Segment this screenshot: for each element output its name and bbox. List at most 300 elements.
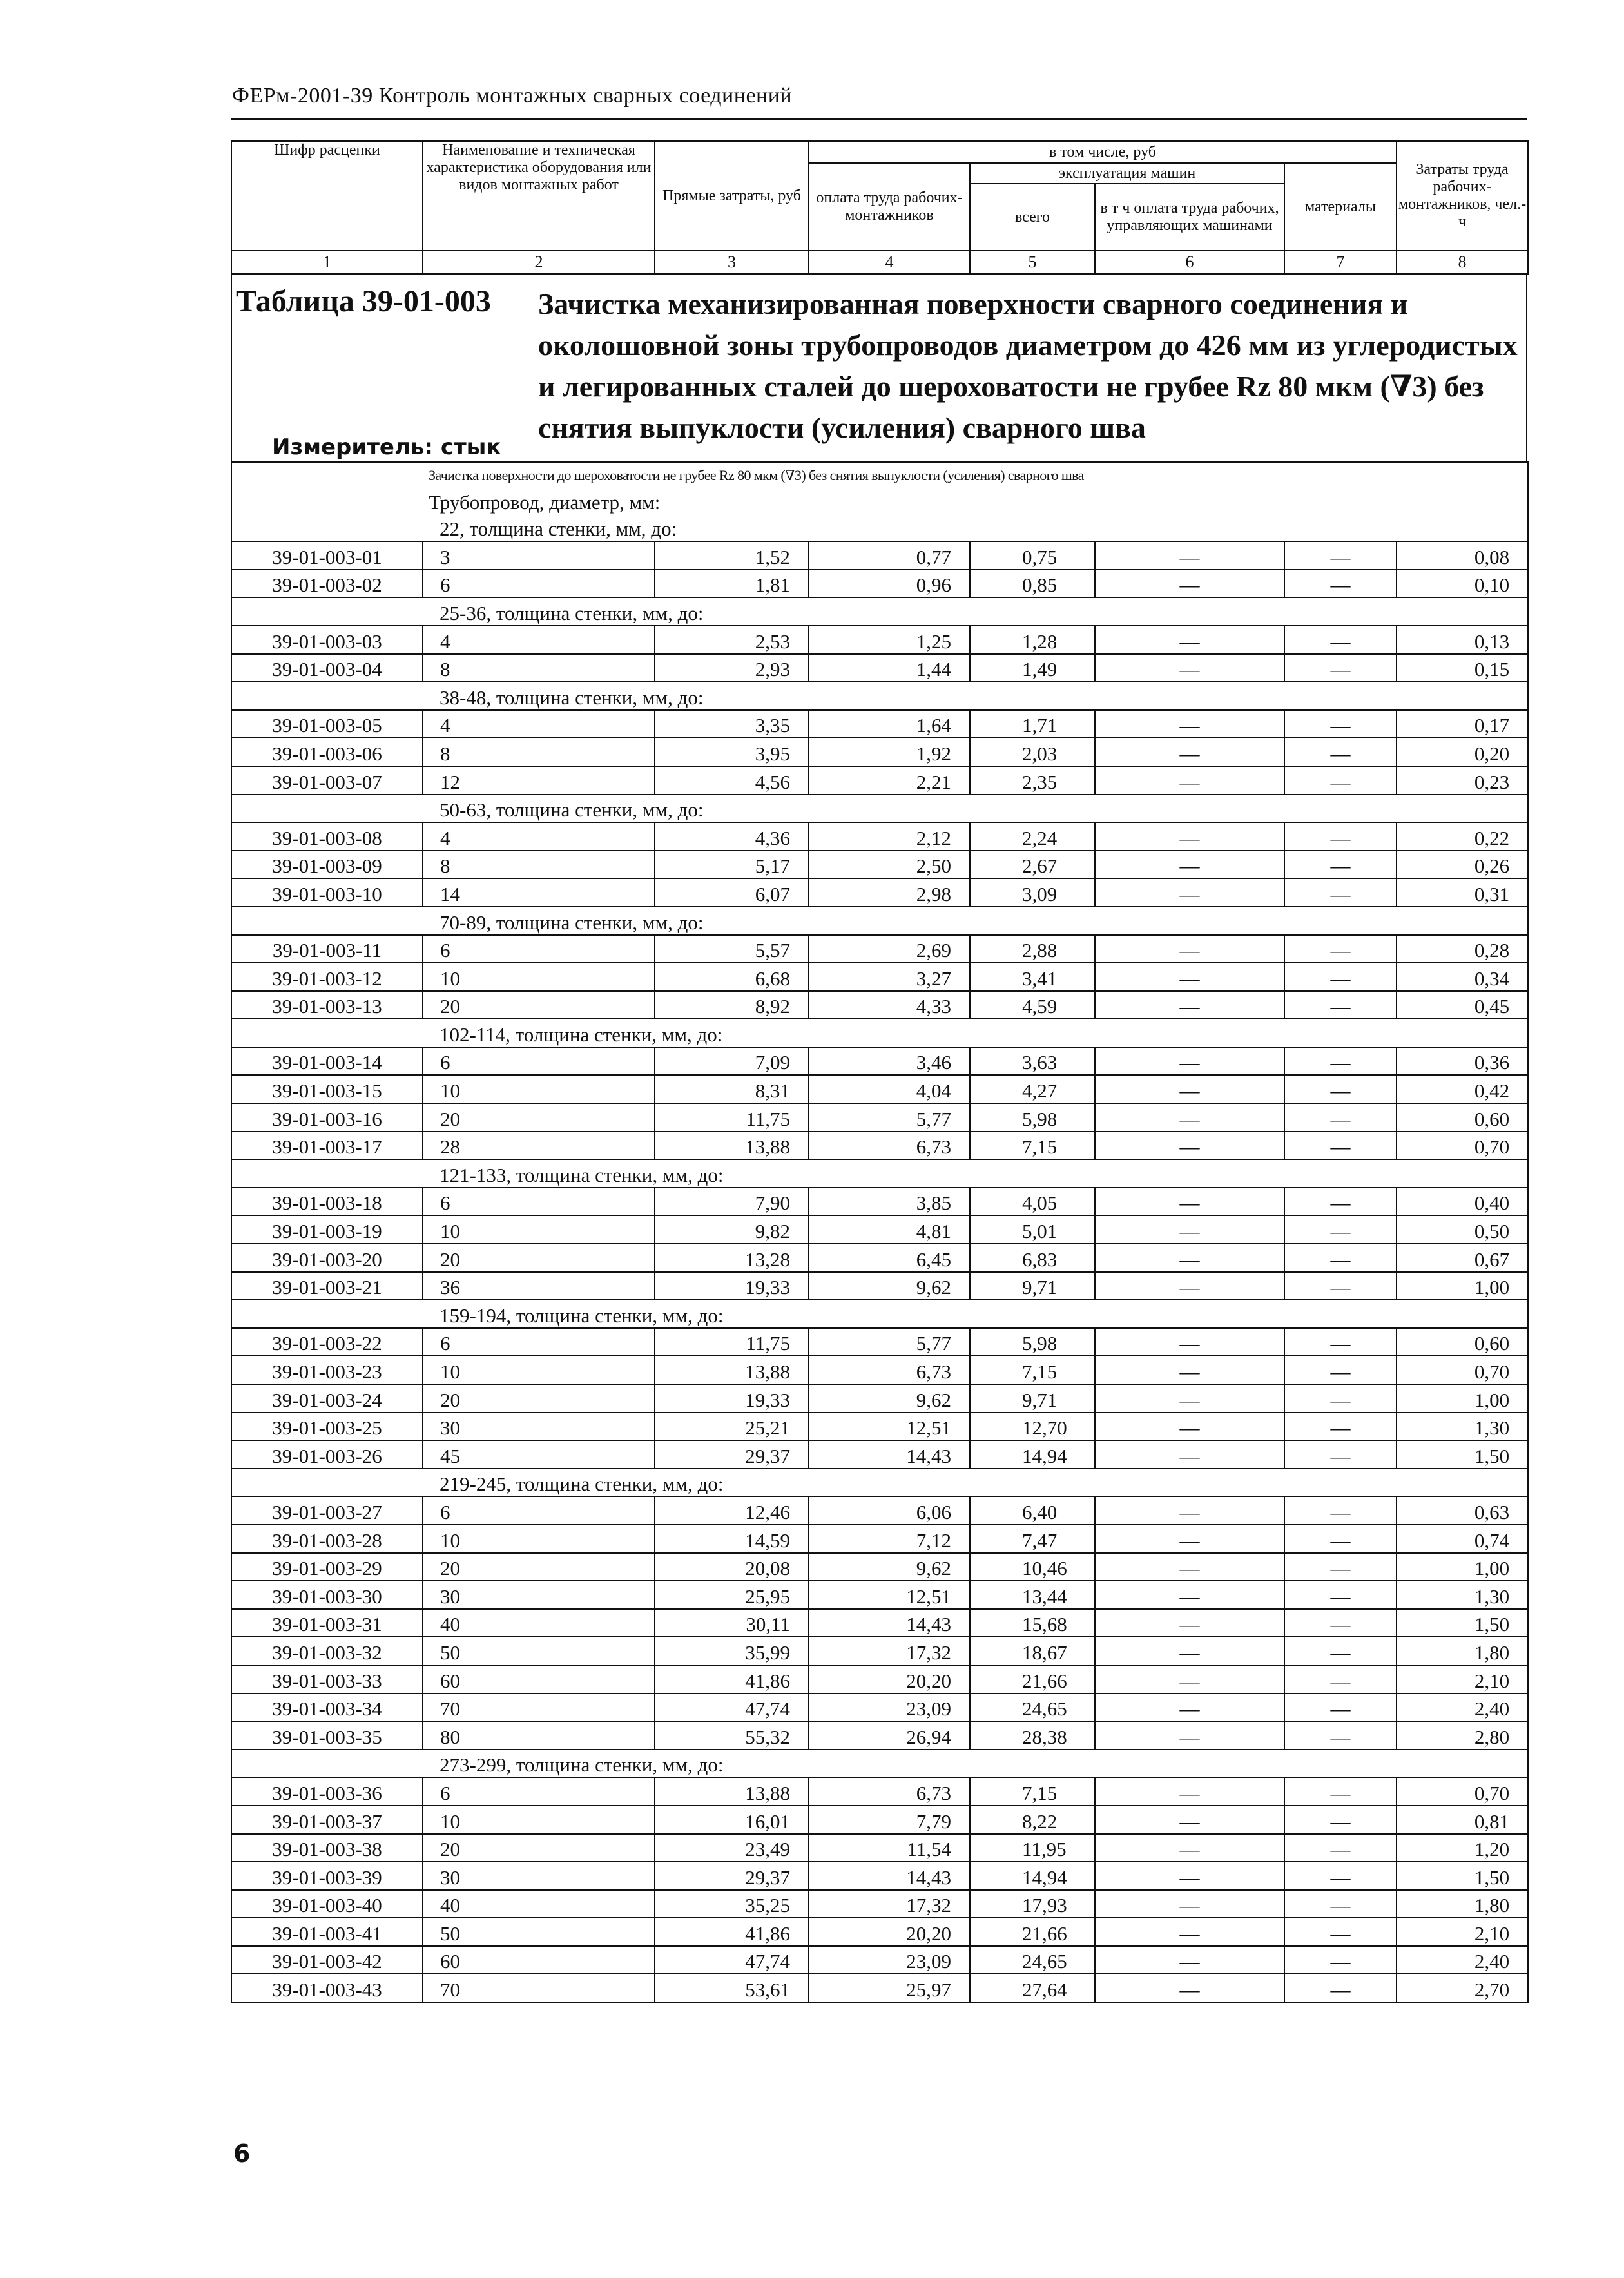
rate-code: 39-01-003-13 [231, 991, 423, 1019]
direct-cost: 23,49 [655, 1834, 809, 1862]
materials-cost: — [1284, 626, 1397, 654]
rate-code: 39-01-003-01 [231, 541, 423, 570]
table-row [231, 1890, 1528, 1918]
wall-thickness: 20 [423, 1834, 655, 1862]
wall-thickness: 6 [423, 1328, 655, 1356]
direct-cost: 2,93 [655, 654, 809, 682]
direct-cost: 14,59 [655, 1525, 809, 1553]
direct-cost: 13,88 [655, 1132, 809, 1160]
materials-cost: — [1284, 1890, 1397, 1918]
pipeline-label-row [231, 487, 1528, 514]
wages-cost: 3,85 [809, 1188, 970, 1216]
group-header-row [231, 1300, 1528, 1328]
materials-cost: — [1284, 1609, 1397, 1637]
machines-cost: 7,15 [970, 1132, 1095, 1160]
materials-cost: — [1284, 1413, 1397, 1441]
direct-cost: 13,88 [655, 1356, 809, 1384]
rate-code: 39-01-003-05 [231, 710, 423, 738]
wall-thickness: 20 [423, 1384, 655, 1413]
labor-hours: 0,40 [1397, 1188, 1528, 1216]
machine-wages-cost: — [1095, 1862, 1284, 1890]
direct-cost: 16,01 [655, 1806, 809, 1834]
labor-hours: 1,50 [1397, 1440, 1528, 1469]
wall-thickness: 8 [423, 738, 655, 766]
labor-hours: 0,22 [1397, 822, 1528, 851]
group-header-row [231, 1750, 1528, 1778]
wages-cost: 0,77 [809, 541, 970, 570]
wall-thickness: 4 [423, 710, 655, 738]
wages-cost: 2,98 [809, 878, 970, 907]
column-number: 7 [1284, 251, 1397, 274]
machine-wages-cost: — [1095, 878, 1284, 907]
page-number: 6 [233, 2139, 251, 2168]
labor-hours: 0,15 [1397, 654, 1528, 682]
machine-wages-cost: — [1095, 766, 1284, 795]
materials-cost: — [1284, 1721, 1397, 1750]
wages-cost: 1,64 [809, 710, 970, 738]
wall-thickness: 70 [423, 1974, 655, 2002]
direct-cost: 3,95 [655, 738, 809, 766]
wall-thickness: 70 [423, 1694, 655, 1722]
direct-cost: 12,46 [655, 1496, 809, 1525]
table-row [231, 1047, 1528, 1076]
wall-thickness: 36 [423, 1272, 655, 1300]
labor-hours: 0,36 [1397, 1047, 1528, 1076]
rate-code: 39-01-003-02 [231, 570, 423, 598]
materials-cost: — [1284, 991, 1397, 1019]
rate-code: 39-01-003-42 [231, 1946, 423, 1974]
direct-cost: 5,57 [655, 935, 809, 963]
table-row [231, 1974, 1528, 2002]
col-machines-total-header: всего [970, 184, 1095, 251]
wall-thickness: 10 [423, 1215, 655, 1244]
wall-thickness: 60 [423, 1665, 655, 1694]
machines-cost: 3,63 [970, 1047, 1095, 1076]
rate-code: 39-01-003-11 [231, 935, 423, 963]
labor-hours: 1,30 [1397, 1581, 1528, 1609]
rate-code: 39-01-003-43 [231, 1974, 423, 2002]
wages-cost: 17,32 [809, 1637, 970, 1665]
group-header-row [231, 907, 1528, 935]
labor-hours: 2,40 [1397, 1694, 1528, 1722]
labor-hours: 0,67 [1397, 1244, 1528, 1272]
materials-cost: — [1284, 1637, 1397, 1665]
machines-cost: 18,67 [970, 1637, 1095, 1665]
wall-thickness: 4 [423, 822, 655, 851]
wall-thickness: 6 [423, 1188, 655, 1216]
table-row [231, 1694, 1528, 1722]
machine-wages-cost: — [1095, 963, 1284, 991]
wall-thickness: 80 [423, 1721, 655, 1750]
direct-cost: 29,37 [655, 1440, 809, 1469]
labor-hours: 0,17 [1397, 710, 1528, 738]
table-row [231, 541, 1528, 570]
machines-cost: 13,44 [970, 1581, 1095, 1609]
wages-cost: 20,20 [809, 1665, 970, 1694]
direct-cost: 30,11 [655, 1609, 809, 1637]
wall-thickness: 50 [423, 1637, 655, 1665]
labor-hours: 0,70 [1397, 1132, 1528, 1160]
direct-cost: 7,90 [655, 1188, 809, 1216]
direct-cost: 8,92 [655, 991, 809, 1019]
labor-hours: 1,00 [1397, 1553, 1528, 1581]
direct-cost: 29,37 [655, 1862, 809, 1890]
machine-wages-cost: — [1095, 1215, 1284, 1244]
wages-cost: 7,79 [809, 1806, 970, 1834]
wages-cost: 6,06 [809, 1496, 970, 1525]
machines-cost: 12,70 [970, 1413, 1095, 1441]
machine-wages-cost: — [1095, 710, 1284, 738]
labor-hours: 1,80 [1397, 1890, 1528, 1918]
wages-cost: 0,96 [809, 570, 970, 598]
materials-cost: — [1284, 1496, 1397, 1525]
column-numbers-row [231, 251, 1528, 274]
labor-hours: 0,31 [1397, 878, 1528, 907]
table-row [231, 1862, 1528, 1890]
group-header-row [231, 1159, 1528, 1188]
wall-thickness: 8 [423, 851, 655, 879]
materials-cost: — [1284, 766, 1397, 795]
table-row [231, 822, 1528, 851]
machine-wages-cost: — [1095, 1553, 1284, 1581]
rate-code: 39-01-003-38 [231, 1834, 423, 1862]
table-row [231, 878, 1528, 907]
wall-thickness: 6 [423, 1777, 655, 1806]
rate-code: 39-01-003-08 [231, 822, 423, 851]
col-materials-header: материалы [1284, 163, 1397, 251]
col-machines-wages-header: в т ч оплата труда рабочих, управляющих машинами [1095, 184, 1284, 251]
direct-cost: 47,74 [655, 1946, 809, 1974]
table-row [231, 1384, 1528, 1413]
labor-hours: 0,81 [1397, 1806, 1528, 1834]
wages-cost: 23,09 [809, 1694, 970, 1722]
machine-wages-cost: — [1095, 991, 1284, 1019]
machine-wages-cost: — [1095, 541, 1284, 570]
table-row [231, 851, 1528, 879]
wall-thickness: 20 [423, 1244, 655, 1272]
materials-cost: — [1284, 1440, 1397, 1469]
direct-cost: 19,33 [655, 1384, 809, 1413]
rate-code: 39-01-003-36 [231, 1777, 423, 1806]
group-label: 22, толщина стенки, мм, до: [231, 514, 1528, 542]
machine-wages-cost: — [1095, 935, 1284, 963]
materials-cost: — [1284, 710, 1397, 738]
running-header: ФЕРм-2001-39 Контроль монтажных сварных соединений [232, 84, 793, 108]
wall-thickness: 3 [423, 541, 655, 570]
machines-cost: 10,46 [970, 1553, 1095, 1581]
rate-code: 39-01-003-16 [231, 1103, 423, 1132]
wages-cost: 7,12 [809, 1525, 970, 1553]
rate-code: 39-01-003-12 [231, 963, 423, 991]
wages-cost: 25,97 [809, 1974, 970, 2002]
sheet [231, 140, 1527, 2003]
rate-code: 39-01-003-32 [231, 1637, 423, 1665]
direct-cost: 11,75 [655, 1103, 809, 1132]
machines-cost: 21,66 [970, 1665, 1095, 1694]
rate-code: 39-01-003-31 [231, 1609, 423, 1637]
wall-thickness: 6 [423, 935, 655, 963]
materials-cost: — [1284, 1665, 1397, 1694]
table-row [231, 1356, 1528, 1384]
group-label: 102-114, толщина стенки, мм, до: [231, 1019, 1528, 1047]
wages-cost: 14,43 [809, 1609, 970, 1637]
wages-cost: 14,43 [809, 1862, 970, 1890]
table-row [231, 991, 1528, 1019]
wages-cost: 9,62 [809, 1384, 970, 1413]
wall-thickness: 6 [423, 1496, 655, 1525]
group-label: 38-48, толщина стенки, мм, до: [231, 682, 1528, 710]
machines-cost: 1,28 [970, 626, 1095, 654]
wages-cost: 26,94 [809, 1721, 970, 1750]
column-number: 2 [423, 251, 655, 274]
materials-cost: — [1284, 851, 1397, 879]
wages-cost: 1,92 [809, 738, 970, 766]
rate-code: 39-01-003-19 [231, 1215, 423, 1244]
rate-code: 39-01-003-04 [231, 654, 423, 682]
table-row [231, 766, 1528, 795]
wall-thickness: 4 [423, 626, 655, 654]
table-row [231, 1609, 1528, 1637]
table-row [231, 738, 1528, 766]
machine-wages-cost: — [1095, 1244, 1284, 1272]
wall-thickness: 12 [423, 766, 655, 795]
wages-cost: 3,27 [809, 963, 970, 991]
labor-hours: 0,28 [1397, 935, 1528, 963]
machines-cost: 4,27 [970, 1075, 1095, 1103]
machines-cost: 11,95 [970, 1834, 1095, 1862]
table-row [231, 626, 1528, 654]
rate-code: 39-01-003-34 [231, 1694, 423, 1722]
rate-code: 39-01-003-09 [231, 851, 423, 879]
col-code-header: Шифр расценки [231, 141, 423, 251]
wages-cost: 5,77 [809, 1328, 970, 1356]
labor-hours: 0,60 [1397, 1328, 1528, 1356]
machine-wages-cost: — [1095, 1075, 1284, 1103]
wall-thickness: 14 [423, 878, 655, 907]
wall-thickness: 6 [423, 570, 655, 598]
machines-cost: 2,67 [970, 851, 1095, 879]
group-label: 273-299, толщина стенки, мм, до: [231, 1750, 1528, 1778]
wall-thickness: 8 [423, 654, 655, 682]
machines-cost: 1,49 [970, 654, 1095, 682]
direct-cost: 25,95 [655, 1581, 809, 1609]
labor-hours: 0,60 [1397, 1103, 1528, 1132]
wages-cost: 4,04 [809, 1075, 970, 1103]
machine-wages-cost: — [1095, 1637, 1284, 1665]
labor-hours: 0,50 [1397, 1215, 1528, 1244]
wall-thickness: 6 [423, 1047, 655, 1076]
labor-hours: 2,80 [1397, 1721, 1528, 1750]
wall-thickness: 10 [423, 963, 655, 991]
machine-wages-cost: — [1095, 654, 1284, 682]
rate-code: 39-01-003-35 [231, 1721, 423, 1750]
table-row [231, 710, 1528, 738]
table-row [231, 1328, 1528, 1356]
wages-cost: 2,50 [809, 851, 970, 879]
machines-cost: 7,47 [970, 1525, 1095, 1553]
materials-cost: — [1284, 1215, 1397, 1244]
wall-thickness: 50 [423, 1918, 655, 1946]
direct-cost: 35,99 [655, 1637, 809, 1665]
direct-cost: 6,68 [655, 963, 809, 991]
labor-hours: 0,26 [1397, 851, 1528, 879]
wall-thickness: 10 [423, 1806, 655, 1834]
rate-code: 39-01-003-30 [231, 1581, 423, 1609]
group-label: 25-36, толщина стенки, мм, до: [231, 597, 1528, 626]
wall-thickness: 10 [423, 1356, 655, 1384]
wall-thickness: 30 [423, 1581, 655, 1609]
wages-cost: 9,62 [809, 1553, 970, 1581]
rate-code: 39-01-003-26 [231, 1440, 423, 1469]
rate-code: 39-01-003-41 [231, 1918, 423, 1946]
column-number: 1 [231, 251, 423, 274]
machine-wages-cost: — [1095, 1694, 1284, 1722]
table-row [231, 1553, 1528, 1581]
machines-cost: 14,94 [970, 1862, 1095, 1890]
group-header-row [231, 1019, 1528, 1047]
materials-cost: — [1284, 1862, 1397, 1890]
materials-cost: — [1284, 1188, 1397, 1216]
rate-code: 39-01-003-20 [231, 1244, 423, 1272]
wages-cost: 12,51 [809, 1413, 970, 1441]
machine-wages-cost: — [1095, 1890, 1284, 1918]
materials-cost: — [1284, 1918, 1397, 1946]
wall-thickness: 60 [423, 1946, 655, 1974]
machine-wages-cost: — [1095, 822, 1284, 851]
column-number: 5 [970, 251, 1095, 274]
machines-cost: 7,15 [970, 1356, 1095, 1384]
direct-cost: 7,09 [655, 1047, 809, 1076]
machine-wages-cost: — [1095, 1188, 1284, 1216]
machine-wages-cost: — [1095, 1328, 1284, 1356]
rate-code: 39-01-003-07 [231, 766, 423, 795]
machine-wages-cost: — [1095, 738, 1284, 766]
column-number: 6 [1095, 251, 1284, 274]
group-label: 219-245, толщина стенки, мм, до: [231, 1469, 1528, 1497]
table-row [231, 1637, 1528, 1665]
machines-cost: 6,83 [970, 1244, 1095, 1272]
note-row [231, 462, 1528, 487]
column-number: 3 [655, 251, 809, 274]
wall-thickness: 20 [423, 1553, 655, 1581]
machine-wages-cost: — [1095, 1609, 1284, 1637]
machines-cost: 28,38 [970, 1721, 1095, 1750]
column-number: 8 [1397, 251, 1528, 274]
labor-hours: 0,45 [1397, 991, 1528, 1019]
table-number: Таблица 39-01-003 [236, 284, 491, 318]
materials-cost: — [1284, 1047, 1397, 1076]
col-machines-header: эксплуатация машин [970, 163, 1284, 184]
group-header-row [231, 597, 1528, 626]
materials-cost: — [1284, 1806, 1397, 1834]
wall-thickness: 28 [423, 1132, 655, 1160]
machine-wages-cost: — [1095, 1103, 1284, 1132]
table-row [231, 1132, 1528, 1160]
wall-thickness: 10 [423, 1075, 655, 1103]
group-label: 70-89, толщина стенки, мм, до: [231, 907, 1528, 935]
group-header-row [231, 795, 1528, 823]
machines-cost: 15,68 [970, 1609, 1095, 1637]
table-row [231, 654, 1528, 682]
wages-cost: 1,25 [809, 626, 970, 654]
table-row [231, 1272, 1528, 1300]
materials-cost: — [1284, 1356, 1397, 1384]
machine-wages-cost: — [1095, 1918, 1284, 1946]
labor-hours: 0,13 [1397, 626, 1528, 654]
table-row [231, 1834, 1528, 1862]
machines-cost: 6,40 [970, 1496, 1095, 1525]
col-wages-header: оплата труда рабочих-монтажников [809, 163, 970, 251]
direct-cost: 2,53 [655, 626, 809, 654]
wages-cost: 6,73 [809, 1132, 970, 1160]
direct-cost: 19,33 [655, 1272, 809, 1300]
machine-wages-cost: — [1095, 626, 1284, 654]
machines-cost: 2,24 [970, 822, 1095, 851]
table-row [231, 963, 1528, 991]
table-row [231, 1188, 1528, 1216]
wages-cost: 23,09 [809, 1946, 970, 1974]
direct-cost: 25,21 [655, 1413, 809, 1441]
wages-cost: 17,32 [809, 1890, 970, 1918]
labor-hours: 1,50 [1397, 1862, 1528, 1890]
materials-cost: — [1284, 1581, 1397, 1609]
materials-cost: — [1284, 1553, 1397, 1581]
note-text: Зачистка поверхности до шероховатости не грубее Rz 80 мкм (∇3) без снятия выпуклости (усиления) сварного шва [231, 462, 1528, 487]
table-row [231, 1244, 1528, 1272]
wages-cost: 2,21 [809, 766, 970, 795]
labor-hours: 0,23 [1397, 766, 1528, 795]
machines-cost: 17,93 [970, 1890, 1095, 1918]
machine-wages-cost: — [1095, 851, 1284, 879]
materials-cost: — [1284, 1777, 1397, 1806]
materials-cost: — [1284, 1075, 1397, 1103]
machines-cost: 0,85 [970, 570, 1095, 598]
labor-hours: 2,40 [1397, 1946, 1528, 1974]
table-row [231, 1496, 1528, 1525]
machines-cost: 2,35 [970, 766, 1095, 795]
group-label: 121-133, толщина стенки, мм, до: [231, 1159, 1528, 1188]
wages-cost: 2,12 [809, 822, 970, 851]
materials-cost: — [1284, 1244, 1397, 1272]
machine-wages-cost: — [1095, 1525, 1284, 1553]
labor-hours: 0,34 [1397, 963, 1528, 991]
labor-hours: 2,70 [1397, 1974, 1528, 2002]
direct-cost: 1,52 [655, 541, 809, 570]
table-row [231, 1413, 1528, 1441]
table-row [231, 1215, 1528, 1244]
table-row [231, 1103, 1528, 1132]
table-row [231, 1777, 1528, 1806]
machine-wages-cost: — [1095, 1272, 1284, 1300]
materials-cost: — [1284, 1272, 1397, 1300]
rates-body [231, 462, 1528, 2002]
table-row [231, 1721, 1528, 1750]
materials-cost: — [1284, 963, 1397, 991]
direct-cost: 13,88 [655, 1777, 809, 1806]
rate-code: 39-01-003-22 [231, 1328, 423, 1356]
machine-wages-cost: — [1095, 1721, 1284, 1750]
table-row [231, 1525, 1528, 1553]
direct-cost: 8,31 [655, 1075, 809, 1103]
materials-cost: — [1284, 1525, 1397, 1553]
machine-wages-cost: — [1095, 570, 1284, 598]
group-label: 159-194, толщина стенки, мм, до: [231, 1300, 1528, 1328]
table-row [231, 935, 1528, 963]
machines-cost: 5,98 [970, 1103, 1095, 1132]
materials-cost: — [1284, 822, 1397, 851]
wages-cost: 9,62 [809, 1272, 970, 1300]
machines-cost: 3,41 [970, 963, 1095, 991]
